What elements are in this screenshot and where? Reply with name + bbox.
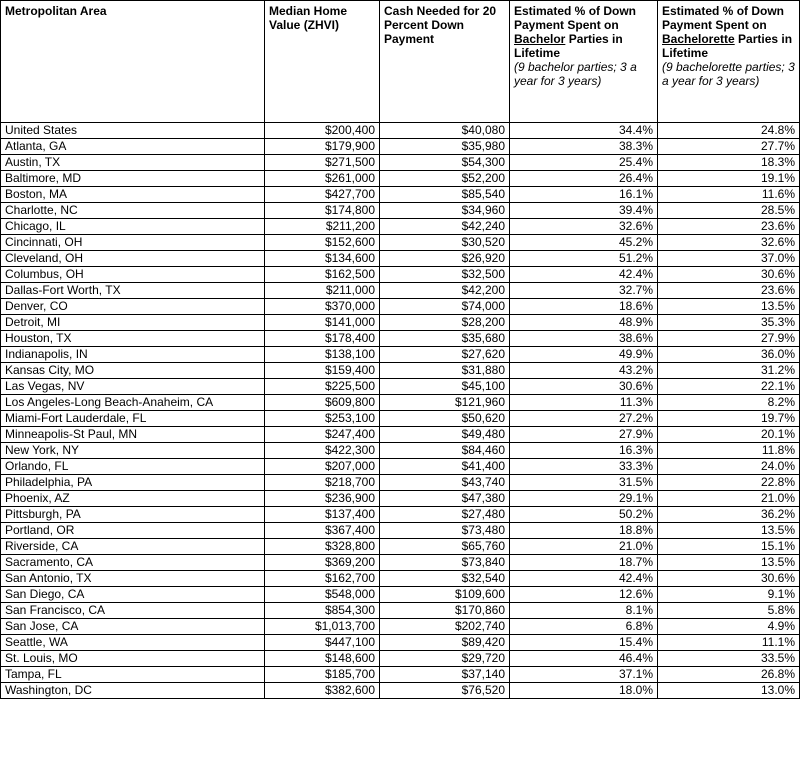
header-bachelor-prefix: Estimated % of Down Payment Spent on	[514, 4, 637, 32]
cell-bachelor-percent: 18.0%	[510, 683, 658, 699]
cell-cash-needed: $54,300	[380, 155, 510, 171]
cell-bachelor-percent: 45.2%	[510, 235, 658, 251]
table-row	[1, 571, 800, 587]
cell-metropolitan-area: Philadelphia, PA	[1, 475, 265, 491]
cell-bachelor-percent: 39.4%	[510, 203, 658, 219]
table-row	[1, 587, 800, 603]
cell-bachelorette-percent: 22.8%	[658, 475, 800, 491]
cell-cash-needed: $30,520	[380, 235, 510, 251]
table-row	[1, 363, 800, 379]
cell-bachelorette-percent: 27.7%	[658, 139, 800, 155]
table-row	[1, 619, 800, 635]
cell-median-home-value: $185,700	[265, 667, 380, 683]
cell-cash-needed: $29,720	[380, 651, 510, 667]
cell-bachelorette-percent: 20.1%	[658, 427, 800, 443]
table-row	[1, 251, 800, 267]
header-bachelorette-underlined: Bachelorette	[662, 32, 735, 46]
cell-metropolitan-area: Minneapolis-St Paul, MN	[1, 427, 265, 443]
table-row	[1, 171, 800, 187]
cell-bachelor-percent: 34.4%	[510, 123, 658, 139]
cell-bachelor-percent: 38.6%	[510, 331, 658, 347]
cell-cash-needed: $73,480	[380, 523, 510, 539]
cell-metropolitan-area: New York, NY	[1, 443, 265, 459]
cell-cash-needed: $65,760	[380, 539, 510, 555]
cell-bachelorette-percent: 21.0%	[658, 491, 800, 507]
cell-cash-needed: $89,420	[380, 635, 510, 651]
cell-bachelor-percent: 32.7%	[510, 283, 658, 299]
cell-median-home-value: $148,600	[265, 651, 380, 667]
cell-median-home-value: $141,000	[265, 315, 380, 331]
table-row	[1, 555, 800, 571]
cell-bachelorette-percent: 35.3%	[658, 315, 800, 331]
header-metropolitan-area-label: Metropolitan Area	[5, 4, 107, 18]
cell-metropolitan-area: San Francisco, CA	[1, 603, 265, 619]
cell-bachelor-percent: 38.3%	[510, 139, 658, 155]
cell-median-home-value: $152,600	[265, 235, 380, 251]
header-bachelorette-note: (9 bachelorette parties; 3 a year for 3 years)	[662, 60, 795, 88]
cell-bachelor-percent: 42.4%	[510, 267, 658, 283]
cell-bachelorette-percent: 32.6%	[658, 235, 800, 251]
cell-median-home-value: $218,700	[265, 475, 380, 491]
cell-bachelorette-percent: 18.3%	[658, 155, 800, 171]
cell-cash-needed: $170,860	[380, 603, 510, 619]
header-bachelor-suffix: Parties in Lifetime	[514, 32, 623, 60]
cell-metropolitan-area: United States	[1, 123, 265, 139]
table-row	[1, 411, 800, 427]
cell-cash-needed: $74,000	[380, 299, 510, 315]
cell-metropolitan-area: Chicago, IL	[1, 219, 265, 235]
cell-metropolitan-area: Orlando, FL	[1, 459, 265, 475]
cell-bachelor-percent: 42.4%	[510, 571, 658, 587]
header-metropolitan-area	[1, 1, 265, 123]
table-row	[1, 635, 800, 651]
table-row	[1, 651, 800, 667]
header-row	[1, 1, 800, 123]
cell-median-home-value: $138,100	[265, 347, 380, 363]
cell-metropolitan-area: San Antonio, TX	[1, 571, 265, 587]
cell-bachelor-percent: 27.9%	[510, 427, 658, 443]
cell-bachelorette-percent: 28.5%	[658, 203, 800, 219]
header-bachelor-percent	[510, 1, 658, 123]
cell-bachelorette-percent: 30.6%	[658, 267, 800, 283]
cell-cash-needed: $27,620	[380, 347, 510, 363]
cell-bachelor-percent: 8.1%	[510, 603, 658, 619]
table-row	[1, 139, 800, 155]
table-row	[1, 219, 800, 235]
cell-median-home-value: $134,600	[265, 251, 380, 267]
cell-bachelor-percent: 46.4%	[510, 651, 658, 667]
table-row	[1, 523, 800, 539]
cell-bachelorette-percent: 13.5%	[658, 299, 800, 315]
table-row	[1, 331, 800, 347]
cell-bachelor-percent: 49.9%	[510, 347, 658, 363]
cell-median-home-value: $159,400	[265, 363, 380, 379]
cell-bachelor-percent: 16.3%	[510, 443, 658, 459]
cell-bachelorette-percent: 13.5%	[658, 555, 800, 571]
cell-bachelorette-percent: 19.1%	[658, 171, 800, 187]
cell-median-home-value: $422,300	[265, 443, 380, 459]
cell-median-home-value: $854,300	[265, 603, 380, 619]
table-row	[1, 267, 800, 283]
table-row	[1, 443, 800, 459]
cell-cash-needed: $40,080	[380, 123, 510, 139]
header-bachelorette-percent	[658, 1, 800, 123]
cell-metropolitan-area: Cincinnati, OH	[1, 235, 265, 251]
cell-bachelor-percent: 11.3%	[510, 395, 658, 411]
cell-bachelorette-percent: 11.1%	[658, 635, 800, 651]
cell-metropolitan-area: Austin, TX	[1, 155, 265, 171]
cell-bachelor-percent: 27.2%	[510, 411, 658, 427]
cell-bachelorette-percent: 36.2%	[658, 507, 800, 523]
cell-metropolitan-area: Phoenix, AZ	[1, 491, 265, 507]
cell-bachelor-percent: 48.9%	[510, 315, 658, 331]
cell-bachelorette-percent: 33.5%	[658, 651, 800, 667]
cell-bachelorette-percent: 5.8%	[658, 603, 800, 619]
header-median-home-value	[265, 1, 380, 123]
cell-median-home-value: $207,000	[265, 459, 380, 475]
cell-median-home-value: $236,900	[265, 491, 380, 507]
cell-metropolitan-area: Washington, DC	[1, 683, 265, 699]
cell-bachelorette-percent: 30.6%	[658, 571, 800, 587]
cell-cash-needed: $27,480	[380, 507, 510, 523]
cell-bachelor-percent: 25.4%	[510, 155, 658, 171]
cell-bachelorette-percent: 13.0%	[658, 683, 800, 699]
cell-metropolitan-area: Tampa, FL	[1, 667, 265, 683]
cell-bachelor-percent: 32.6%	[510, 219, 658, 235]
cell-metropolitan-area: San Jose, CA	[1, 619, 265, 635]
header-median-home-value-label: Median Home Value (ZHVI)	[269, 4, 348, 32]
cell-median-home-value: $178,400	[265, 331, 380, 347]
cell-bachelorette-percent: 37.0%	[658, 251, 800, 267]
cell-cash-needed: $42,240	[380, 219, 510, 235]
cell-bachelor-percent: 12.6%	[510, 587, 658, 603]
cell-metropolitan-area: Las Vegas, NV	[1, 379, 265, 395]
table-row	[1, 379, 800, 395]
cell-cash-needed: $121,960	[380, 395, 510, 411]
cell-bachelor-percent: 50.2%	[510, 507, 658, 523]
cell-cash-needed: $28,200	[380, 315, 510, 331]
cell-metropolitan-area: Detroit, MI	[1, 315, 265, 331]
cell-metropolitan-area: Seattle, WA	[1, 635, 265, 651]
cell-cash-needed: $43,740	[380, 475, 510, 491]
cell-median-home-value: $253,100	[265, 411, 380, 427]
cell-bachelorette-percent: 23.6%	[658, 283, 800, 299]
cell-median-home-value: $367,400	[265, 523, 380, 539]
cell-cash-needed: $202,740	[380, 619, 510, 635]
table-row	[1, 427, 800, 443]
cell-bachelor-percent: 33.3%	[510, 459, 658, 475]
cell-bachelorette-percent: 31.2%	[658, 363, 800, 379]
cell-cash-needed: $85,540	[380, 187, 510, 203]
cell-cash-needed: $84,460	[380, 443, 510, 459]
table-row	[1, 187, 800, 203]
cell-bachelor-percent: 29.1%	[510, 491, 658, 507]
cell-bachelor-percent: 15.4%	[510, 635, 658, 651]
cell-bachelorette-percent: 4.9%	[658, 619, 800, 635]
cell-median-home-value: $247,400	[265, 427, 380, 443]
cell-cash-needed: $76,520	[380, 683, 510, 699]
table-body	[1, 123, 800, 699]
cell-cash-needed: $32,540	[380, 571, 510, 587]
cell-bachelorette-percent: 19.7%	[658, 411, 800, 427]
cell-cash-needed: $109,600	[380, 587, 510, 603]
cell-bachelor-percent: 43.2%	[510, 363, 658, 379]
cell-bachelor-percent: 6.8%	[510, 619, 658, 635]
header-bachelorette-suffix: Parties in Lifetime	[662, 32, 793, 60]
cell-bachelorette-percent: 36.0%	[658, 347, 800, 363]
cell-metropolitan-area: Baltimore, MD	[1, 171, 265, 187]
table-row	[1, 507, 800, 523]
cell-metropolitan-area: Los Angeles-Long Beach-Anaheim, CA	[1, 395, 265, 411]
cell-cash-needed: $50,620	[380, 411, 510, 427]
cell-bachelorette-percent: 13.5%	[658, 523, 800, 539]
cell-bachelor-percent: 21.0%	[510, 539, 658, 555]
cell-bachelorette-percent: 9.1%	[658, 587, 800, 603]
table-row	[1, 155, 800, 171]
table-row	[1, 539, 800, 555]
cell-metropolitan-area: Denver, CO	[1, 299, 265, 315]
cell-metropolitan-area: Kansas City, MO	[1, 363, 265, 379]
cell-metropolitan-area: Riverside, CA	[1, 539, 265, 555]
cell-median-home-value: $382,600	[265, 683, 380, 699]
cell-median-home-value: $1,013,700	[265, 619, 380, 635]
cell-median-home-value: $427,700	[265, 187, 380, 203]
cell-median-home-value: $548,000	[265, 587, 380, 603]
table-row	[1, 347, 800, 363]
cell-metropolitan-area: Miami-Fort Lauderdale, FL	[1, 411, 265, 427]
cell-cash-needed: $49,480	[380, 427, 510, 443]
cell-metropolitan-area: St. Louis, MO	[1, 651, 265, 667]
cell-median-home-value: $271,500	[265, 155, 380, 171]
table-row	[1, 459, 800, 475]
table-row	[1, 667, 800, 683]
cell-bachelor-percent: 18.8%	[510, 523, 658, 539]
table-row	[1, 475, 800, 491]
cell-metropolitan-area: Sacramento, CA	[1, 555, 265, 571]
cell-metropolitan-area: Boston, MA	[1, 187, 265, 203]
header-cash-needed	[380, 1, 510, 123]
cell-metropolitan-area: San Diego, CA	[1, 587, 265, 603]
cell-median-home-value: $225,500	[265, 379, 380, 395]
cell-metropolitan-area: Portland, OR	[1, 523, 265, 539]
cell-metropolitan-area: Pittsburgh, PA	[1, 507, 265, 523]
cell-metropolitan-area: Dallas-Fort Worth, TX	[1, 283, 265, 299]
cell-bachelor-percent: 30.6%	[510, 379, 658, 395]
table-row	[1, 299, 800, 315]
cell-cash-needed: $34,960	[380, 203, 510, 219]
table-row	[1, 203, 800, 219]
table-row	[1, 315, 800, 331]
table-row	[1, 491, 800, 507]
cell-cash-needed: $73,840	[380, 555, 510, 571]
cell-median-home-value: $162,700	[265, 571, 380, 587]
cell-median-home-value: $162,500	[265, 267, 380, 283]
cell-metropolitan-area: Charlotte, NC	[1, 203, 265, 219]
cell-cash-needed: $35,680	[380, 331, 510, 347]
header-bachelor-underlined: Bachelor	[514, 32, 566, 46]
table-row	[1, 235, 800, 251]
cell-bachelor-percent: 26.4%	[510, 171, 658, 187]
cell-median-home-value: $369,200	[265, 555, 380, 571]
cell-cash-needed: $42,200	[380, 283, 510, 299]
cell-bachelor-percent: 16.1%	[510, 187, 658, 203]
cell-bachelorette-percent: 15.1%	[658, 539, 800, 555]
cell-bachelorette-percent: 22.1%	[658, 379, 800, 395]
header-cash-needed-label: Cash Needed for 20 Percent Down Payment	[384, 4, 497, 46]
cell-median-home-value: $328,800	[265, 539, 380, 555]
table-row	[1, 283, 800, 299]
cell-median-home-value: $174,800	[265, 203, 380, 219]
cell-median-home-value: $609,800	[265, 395, 380, 411]
table-row	[1, 395, 800, 411]
cell-median-home-value: $261,000	[265, 171, 380, 187]
cell-bachelor-percent: 31.5%	[510, 475, 658, 491]
cell-cash-needed: $37,140	[380, 667, 510, 683]
cell-bachelor-percent: 51.2%	[510, 251, 658, 267]
cell-bachelor-percent: 18.6%	[510, 299, 658, 315]
cell-median-home-value: $179,900	[265, 139, 380, 155]
cell-cash-needed: $52,200	[380, 171, 510, 187]
cell-bachelorette-percent: 27.9%	[658, 331, 800, 347]
cell-bachelorette-percent: 26.8%	[658, 667, 800, 683]
cell-median-home-value: $137,400	[265, 507, 380, 523]
cell-bachelorette-percent: 24.8%	[658, 123, 800, 139]
table-row	[1, 683, 800, 699]
cell-metropolitan-area: Houston, TX	[1, 331, 265, 347]
table-row	[1, 123, 800, 139]
cell-bachelorette-percent: 23.6%	[658, 219, 800, 235]
cell-bachelor-percent: 37.1%	[510, 667, 658, 683]
cell-cash-needed: $32,500	[380, 267, 510, 283]
cell-bachelorette-percent: 24.0%	[658, 459, 800, 475]
cell-median-home-value: $200,400	[265, 123, 380, 139]
cell-bachelorette-percent: 11.6%	[658, 187, 800, 203]
cell-bachelor-percent: 18.7%	[510, 555, 658, 571]
cell-metropolitan-area: Columbus, OH	[1, 267, 265, 283]
cell-median-home-value: $447,100	[265, 635, 380, 651]
table-header	[1, 1, 800, 123]
cell-cash-needed: $45,100	[380, 379, 510, 395]
header-bachelor-note: (9 bachelor parties; 3 a year for 3 years)	[514, 60, 637, 88]
cell-bachelorette-percent: 8.2%	[658, 395, 800, 411]
cell-median-home-value: $211,200	[265, 219, 380, 235]
cell-cash-needed: $41,400	[380, 459, 510, 475]
cell-cash-needed: $47,380	[380, 491, 510, 507]
header-bachelorette-prefix: Estimated % of Down Payment Spent on	[662, 4, 785, 32]
cell-median-home-value: $211,000	[265, 283, 380, 299]
cell-cash-needed: $31,880	[380, 363, 510, 379]
table-row	[1, 603, 800, 619]
cell-cash-needed: $26,920	[380, 251, 510, 267]
cell-metropolitan-area: Indianapolis, IN	[1, 347, 265, 363]
cell-metropolitan-area: Cleveland, OH	[1, 251, 265, 267]
cell-bachelorette-percent: 11.8%	[658, 443, 800, 459]
cell-cash-needed: $35,980	[380, 139, 510, 155]
cell-median-home-value: $370,000	[265, 299, 380, 315]
cell-metropolitan-area: Atlanta, GA	[1, 139, 265, 155]
